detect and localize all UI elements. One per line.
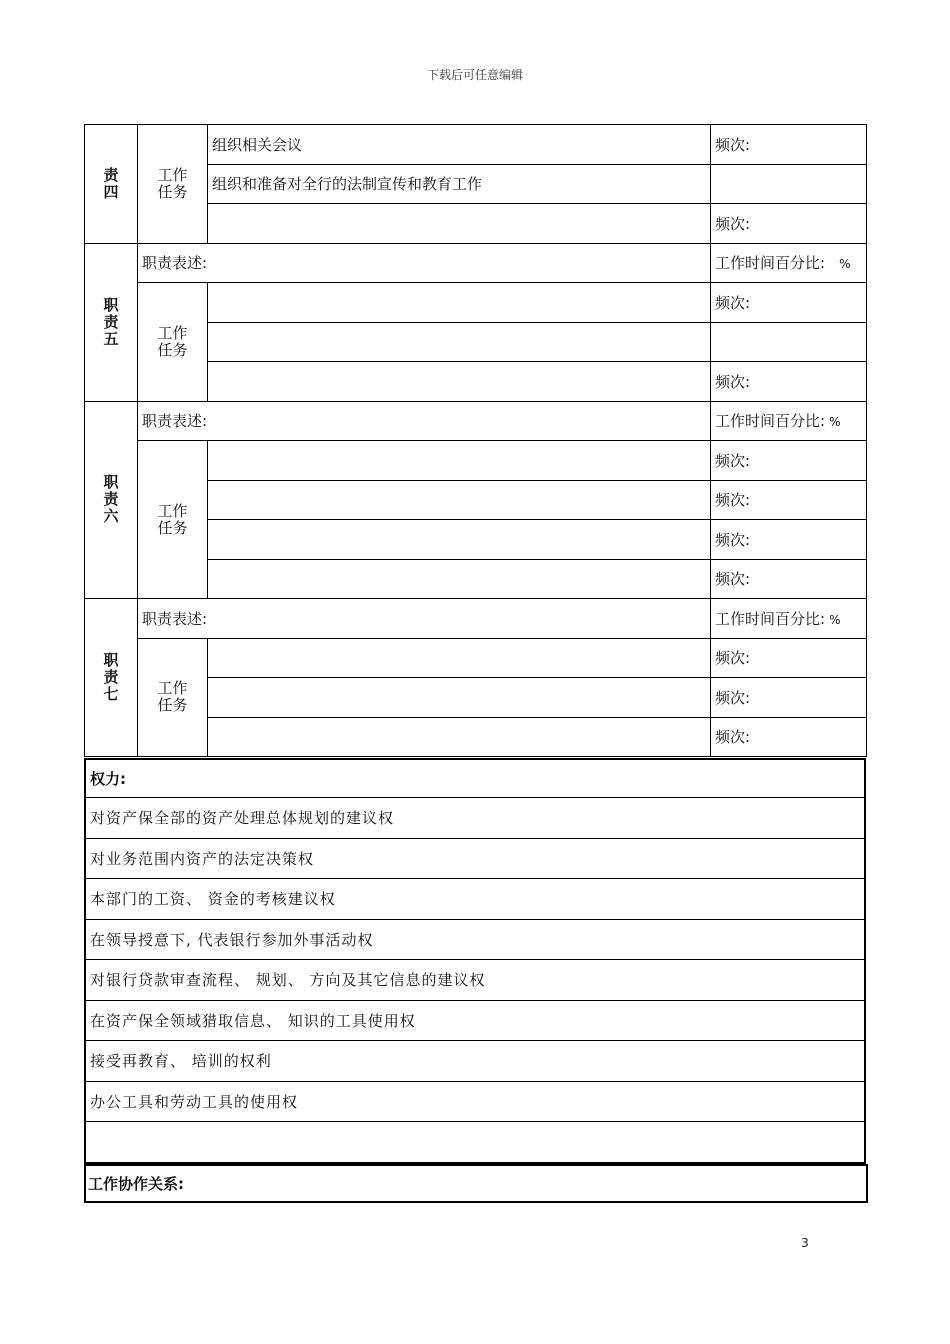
- duty-description-cell[interactable]: 职责表述:: [138, 243, 711, 283]
- task-cell[interactable]: [208, 362, 711, 402]
- task-label: 工作任务: [138, 283, 208, 402]
- duty-4-row-1: [85, 125, 867, 165]
- task-cell[interactable]: [208, 480, 711, 520]
- duty-5-row-1: [85, 283, 867, 323]
- power-item-row: [85, 838, 865, 879]
- duty-description-cell[interactable]: 职责表述:: [138, 599, 711, 639]
- duty-7-description-row: [85, 599, 867, 639]
- frequency-cell[interactable]: 频次:: [711, 283, 867, 323]
- power-item[interactable]: 本部门的工资、 资金的考核建议权: [85, 879, 865, 920]
- frequency-cell[interactable]: 频次:: [711, 441, 867, 481]
- time-percent-cell[interactable]: 工作时间百分比: %: [711, 401, 867, 441]
- task-cell[interactable]: [208, 283, 711, 323]
- frequency-cell[interactable]: 频次:: [711, 717, 867, 757]
- power-item-row: [85, 1041, 865, 1082]
- task-cell[interactable]: [208, 204, 711, 244]
- cooperation-heading: 工作协作关系:: [84, 1164, 868, 1203]
- duty-5-label: 职责五: [85, 243, 138, 401]
- power-item[interactable]: 对业务范围内资产的法定决策权: [85, 838, 865, 879]
- power-item-row: [85, 1081, 865, 1122]
- frequency-cell[interactable]: [711, 164, 867, 204]
- percent-sign: %: [839, 257, 851, 272]
- task-cell[interactable]: 组织和准备对全行的法制宣传和教育工作: [208, 164, 711, 204]
- task-cell[interactable]: [208, 638, 711, 678]
- power-heading-row: [85, 759, 865, 798]
- time-percent-cell[interactable]: 工作时间百分比: %: [711, 599, 867, 639]
- task-label: 工作任务: [138, 441, 208, 599]
- power-item[interactable]: 对银行贷款审查流程、 规划、 方向及其它信息的建议权: [85, 960, 865, 1001]
- power-item-row: [85, 1122, 865, 1163]
- task-cell[interactable]: [208, 559, 711, 599]
- power-item-row: [85, 1000, 865, 1041]
- task-label: 工作任务: [138, 638, 208, 757]
- task-cell[interactable]: [208, 717, 711, 757]
- power-item-empty[interactable]: [85, 1122, 865, 1163]
- power-item-row: [85, 798, 865, 839]
- power-table: [84, 758, 866, 1164]
- time-percent-cell[interactable]: 工作时间百分比: %: [711, 243, 867, 283]
- power-item[interactable]: 在资产保全领域猎取信息、 知识的工具使用权: [85, 1000, 865, 1041]
- frequency-cell[interactable]: 频次:: [711, 638, 867, 678]
- duty-table: [84, 124, 867, 757]
- task-cell[interactable]: [208, 520, 711, 560]
- frequency-cell[interactable]: 频次:: [711, 559, 867, 599]
- duty-7-label: 职责七: [85, 599, 138, 757]
- duty-7-row-1: [85, 638, 867, 678]
- duty-label-text: 责四: [103, 165, 119, 201]
- duty-6-label: 职责六: [85, 401, 138, 599]
- power-item[interactable]: 对资产保全部的资产处理总体规划的建议权: [85, 798, 865, 839]
- task-cell[interactable]: [208, 441, 711, 481]
- power-item[interactable]: 办公工具和劳动工具的使用权: [85, 1081, 865, 1122]
- task-label: 工作任务: [138, 125, 208, 244]
- frequency-cell[interactable]: [711, 322, 867, 362]
- power-item[interactable]: 接受再教育、 培训的权利: [85, 1041, 865, 1082]
- percent-sign: %: [829, 415, 841, 430]
- frequency-cell[interactable]: 频次:: [711, 480, 867, 520]
- task-cell[interactable]: [208, 322, 711, 362]
- duty-description-cell[interactable]: 职责表述:: [138, 401, 711, 441]
- frequency-cell[interactable]: 频次:: [711, 520, 867, 560]
- power-item[interactable]: 在领导授意下, 代表银行参加外事活动权: [85, 919, 865, 960]
- frequency-cell[interactable]: 频次:: [711, 204, 867, 244]
- frequency-cell[interactable]: 频次:: [711, 678, 867, 718]
- duty-6-description-row: [85, 401, 867, 441]
- power-heading: 权力:: [85, 759, 865, 798]
- power-item-row: [85, 960, 865, 1001]
- duty-5-description-row: [85, 243, 867, 283]
- frequency-cell[interactable]: 频次:: [711, 362, 867, 402]
- percent-sign: %: [829, 612, 841, 627]
- duty-4-label: [85, 125, 138, 244]
- watermark: 下载后可任意编辑: [426, 68, 523, 82]
- duty-6-row-1: [85, 441, 867, 481]
- task-cell[interactable]: [208, 678, 711, 718]
- power-item-row: [85, 879, 865, 920]
- power-item-row: [85, 919, 865, 960]
- frequency-cell[interactable]: 频次:: [711, 125, 867, 165]
- page-number: 3: [801, 1236, 809, 1250]
- task-cell[interactable]: 组织相关会议: [208, 125, 711, 165]
